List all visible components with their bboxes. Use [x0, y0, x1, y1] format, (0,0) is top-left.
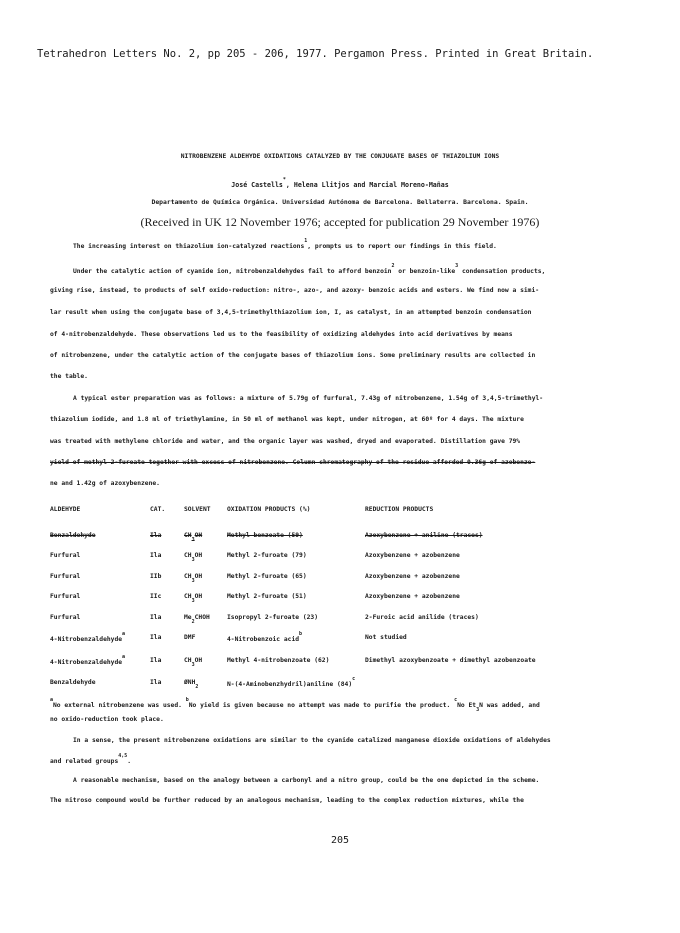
ref-2: 2: [391, 263, 395, 269]
cell-aldehyde: [50, 654, 126, 666]
table-footnotes-line-2: no oxido-reduction took place.: [50, 716, 164, 723]
cell-reduction: Azoxybenzene + azobenzene: [365, 573, 460, 580]
cell-catalyst: IIb: [150, 573, 162, 580]
cell-solvent: [184, 614, 210, 625]
cell-aldehyde: Benzaldehyde: [50, 679, 96, 686]
subscript: 3: [191, 578, 195, 584]
subscript: 2: [195, 684, 199, 690]
footnote-mark: b: [185, 697, 189, 703]
text: CH: [184, 552, 192, 559]
cell-oxidation: Methyl 2-furoate (79): [227, 552, 307, 559]
footnote-mark: a: [50, 697, 54, 703]
paragraph-3-line-2: thiazolium iodide, and 1.8 ml of triethylamine, in 50 ml of methanol was kept, under nitrogen, at 60º for 4 days. The mixture: [50, 416, 524, 423]
text: and related groups: [50, 758, 119, 765]
col-header-aldehyde: ALDEHYDE: [50, 506, 81, 513]
text: OH: [194, 593, 203, 600]
affiliation: Departamento de Química Orgánica. Universidad Autónoma de Barcelona. Bellaterra. Barcelona. Spain.: [151, 198, 529, 206]
text: , prompts us to report our findings in this field.: [307, 243, 497, 250]
paragraph-2-line-5: of nitrobenzene, under the catalytic action of the conjugate bases of thiazolium ions. Some preliminary results are collected in: [50, 352, 536, 359]
subscript: 3: [191, 537, 195, 543]
subscript: 3: [191, 557, 195, 563]
text: No Et: [457, 702, 477, 709]
paragraph-2-line-2: giving rise, instead, to products of self oxido-reduction: nitro-, azo-, and azoxy- benzoic acids and esters. We find now a simi-: [50, 287, 540, 294]
paragraph-4-line-1: In a sense, the present nitrobenzene oxidations are similar to the cyanide catalized manganese dioxide oxidations of aldehydes: [73, 737, 551, 744]
footnote-mark: a: [122, 631, 126, 637]
text: No external nitrobenzene was used.: [53, 702, 182, 709]
cell-solvent: [184, 657, 203, 668]
subscript: 2: [191, 619, 195, 625]
subscript: 3: [191, 598, 195, 604]
text: condensation products,: [458, 268, 546, 275]
authors: [0, 177, 680, 189]
text: No yield is given because no attempt was made to purifie the product.: [188, 702, 451, 709]
paragraph-3-line-4: yield of methyl 2-furoate together with excess of nitrobenzene. Column chromatography of the residue afforded 0.36g of azobenze-: [50, 459, 536, 466]
footnote-mark: c: [352, 676, 356, 682]
cell-reduction: Azoxybenzene + aniline (traces): [365, 532, 483, 539]
cell-reduction: Dimethyl azoxybenzoate + dimethyl azobenzoate: [365, 657, 536, 664]
paragraph-2-line-1: [73, 263, 546, 275]
col-header-solvent: SOLVENT: [184, 506, 211, 513]
footnote-mark: a: [122, 654, 126, 660]
text: CH: [184, 593, 192, 600]
text: OH: [194, 573, 203, 580]
paragraph-3-line-5: ne and 1.42g of azoxybenzene.: [50, 480, 160, 487]
cell-aldehyde: Furfural: [50, 552, 81, 559]
cell-oxidation: Methyl 2-furoate (65): [227, 573, 307, 580]
ref-3: 3: [455, 263, 459, 269]
cell-solvent: [184, 573, 203, 584]
col-header-catalyst: CAT.: [150, 506, 166, 513]
paragraph-2-line-4: of 4-nitrobenzaldehyde. These observations led us to the feasibility of oxidizing aldehydes into acid derivatives by means: [50, 331, 513, 338]
col-header-oxidation: OXIDATION PRODUCTS (%): [227, 506, 311, 513]
text: N was added, and: [479, 702, 540, 709]
received-dates: (Received in UK 12 November 1976; accepted for publication 29 November 1976): [140, 215, 540, 229]
cell-catalyst: Ila: [150, 657, 162, 664]
cell-aldehyde: Furfural: [50, 593, 81, 600]
cell-aldehyde: Benzaldehyde: [50, 532, 96, 539]
table-footnotes: [50, 697, 540, 713]
cell-oxidation: [227, 676, 356, 688]
cell-reduction: Azoxybenzene + azobenzene: [365, 552, 460, 559]
text: Under the catalytic action of cyanide ion, nitrobenzaldehydes fail to afford benzoin: [73, 268, 392, 275]
cell-catalyst: Ila: [150, 532, 162, 539]
col-header-reduction: REDUCTION PRODUCTS: [365, 506, 434, 513]
paragraph-4-line-2: [50, 753, 132, 765]
cell-solvent: [184, 532, 203, 543]
text: ØNH: [184, 679, 196, 686]
text: 4-Nitrobenzaldehyde: [50, 659, 123, 666]
text: 4-Nitrobenzoic acid: [227, 636, 300, 643]
cell-reduction: Not studied: [365, 634, 407, 641]
cell-solvent: DMF: [184, 634, 196, 641]
text: N-(4-Aminobenzhydril)aniline (84): [227, 681, 353, 688]
paragraph-5-line-1: A reasonable mechanism, based on the analogy between a carbonyl and a nitro group, could be the one depicted in the scheme.: [73, 777, 540, 784]
text: OH: [194, 552, 203, 559]
text: OH: [194, 657, 203, 664]
text: .: [127, 758, 132, 765]
cell-catalyst: Ila: [150, 552, 162, 559]
cell-aldehyde: Furfural: [50, 614, 81, 621]
text: CHOH: [194, 614, 210, 621]
article-title: NITROBENZENE ALDEHYDE OXIDATIONS CATALYZED BY THE CONJUGATE BASES OF THIAZOLIUM IONS: [180, 153, 500, 160]
cell-catalyst: IIc: [150, 593, 162, 600]
paragraph-2-line-6: the table.: [50, 373, 88, 380]
footnote-mark: c: [454, 697, 458, 703]
text: OH: [194, 532, 203, 539]
paragraph-2-line-3: lar result when using the conjugate base of 3,4,5-trimethylthiazolium ion, I, as catalyst, in an attempted benzoin condensation: [50, 309, 532, 316]
cell-oxidation: Methyl benzoate (59): [227, 532, 303, 539]
cell-solvent: [184, 552, 203, 563]
cell-aldehyde: [50, 631, 126, 643]
paragraph-3-line-1: A typical ester preparation was as follows: a mixture of 5.79g of furfural, 7.43g of nitrobenzene, 1.54g of 3,4,5-trimethyl-: [73, 395, 544, 402]
text: CH: [184, 657, 192, 664]
author-castells: José Castells: [231, 181, 283, 189]
cell-oxidation: Methyl 4-nitrobenzoate (62): [227, 657, 330, 664]
page-number: 205: [330, 835, 350, 846]
subscript: 3: [476, 707, 480, 713]
cell-oxidation: [227, 631, 303, 643]
text: The increasing interest on thiazolium ion-catalyzed reactions: [73, 243, 305, 250]
paragraph-intro: [73, 238, 497, 250]
text: CH: [184, 532, 192, 539]
cell-reduction: 2-Furoic acid anilide (traces): [365, 614, 479, 621]
cell-catalyst: Ila: [150, 614, 162, 621]
text: 4-Nitrobenzaldehyde: [50, 636, 123, 643]
footnote-mark: b: [299, 631, 303, 637]
cell-solvent: [184, 679, 199, 690]
ref-4-5: 4,5: [118, 753, 128, 759]
text: CH: [184, 573, 192, 580]
cell-aldehyde: Furfural: [50, 573, 81, 580]
ref-1: 1: [304, 238, 308, 244]
text: or benzoin-like: [394, 268, 456, 275]
cell-oxidation: Isopropyl 2-furoate (23): [227, 614, 318, 621]
cell-solvent: [184, 593, 203, 604]
author-others: , Helena Llitjos and Marcial Moreno-Mañas: [285, 181, 449, 189]
corresponding-mark: *: [282, 177, 286, 183]
cell-reduction: Azoxybenzene + azobenzene: [365, 593, 460, 600]
paragraph-5-line-2: The nitroso compound would be further reduced by an analogous mechanism, leading to the complex reduction mixtures, while the: [50, 797, 524, 804]
text: Me: [184, 614, 192, 621]
journal-citation: Tetrahedron Letters No. 2, pp 205 - 206, 1977. Pergamon Press. Printed in Great Britain.: [37, 48, 594, 60]
cell-oxidation: Methyl 2-furoate (51): [227, 593, 307, 600]
subscript: 3: [191, 662, 195, 668]
cell-catalyst: Ila: [150, 634, 162, 641]
paragraph-3-line-3: was treated with methylene chloride and water, and the organic layer was washed, dryed and evaporated. Distillation gave 79%: [50, 438, 521, 445]
cell-catalyst: Ila: [150, 679, 162, 686]
